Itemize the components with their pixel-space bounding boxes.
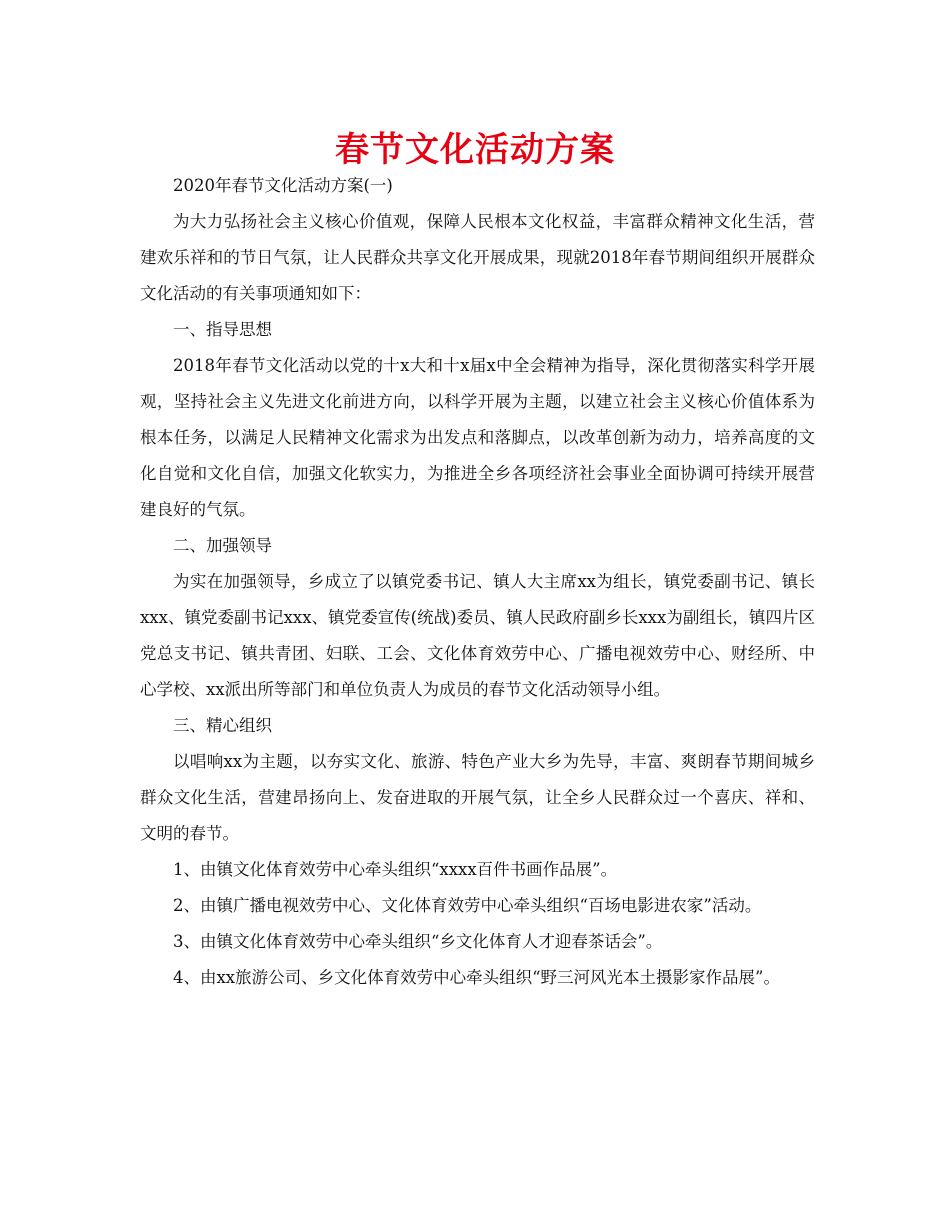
paragraph-organization: 以唱响xx为主题，以夯实文化、旅游、特色产业大乡为先导，丰富、爽朗春节期间城乡群众文化生活，营建昂扬向上、发奋进取的开展气氛，让全乡人民群众过一个喜庆、祥和、文明的春节。: [140, 752, 815, 843]
section-heading-leadership: 二、加强领导: [173, 536, 272, 555]
list-item-2: 2、由镇广播电视效劳中心、文化体育效劳中心牵头组织“百场电影进农家”活动。: [173, 896, 762, 915]
document-body: [140, 168, 815, 996]
list-item-1: 1、由镇文化体育效劳中心牵头组织“xxxx百件书画作品展”。: [173, 860, 618, 879]
list-item-4: 4、由xx旅游公司、乡文化体育效劳中心牵头组织“野三河风光本土摄影家作品展”。: [173, 968, 780, 987]
section-heading-guiding-thought: 一、指导思想: [173, 320, 272, 339]
section-heading-organization: 三、精心组织: [173, 716, 272, 735]
list-item-3: 3、由镇文化体育效劳中心牵头组织“乡文化体育人才迎春茶话会”。: [173, 932, 663, 951]
document-title: 春节文化活动方案: [335, 130, 615, 170]
paragraph-leadership: 为实在加强领导，乡成立了以镇党委书记、镇人大主席xx为组长，镇党委副书记、镇长xxx、镇党委副书记xxx、镇党委宣传(统战)委员、镇人民政府副乡长xxx为副组长，镇四片区党总支书记、镇共青团、妇联、工会、文化体育效劳中心、广播电视效劳中心、财经所、中心学校、xx派出所等部门和单位负责人为成员的春节文化活动领导小组。: [140, 572, 815, 699]
paragraph-subtitle: 2020年春节文化活动方案(一): [173, 176, 393, 195]
paragraph-guiding-thought: 2018年春节文化活动以党的十x大和十x届x中全会精神为指导，深化贯彻落实科学开展观，坚持社会主义先进文化前进方向，以科学开展为主题，以建立社会主义核心价值体系为根本任务，以满足人民精神文化需求为出发点和落脚点，以改革创新为动力，培养高度的文化自觉和文化自信，加强文化软实力，为推进全乡各项经济社会事业全面协调可持续开展营建良好的气氛。: [140, 356, 815, 519]
paragraph-intro: 为大力弘扬社会主义核心价值观，保障人民根本文化权益，丰富群众精神文化生活，营建欢乐祥和的节日气氛，让人民群众共享文化开展成果，现就2018年春节期间组织开展群众文化活动的有关事项通知如下：: [140, 212, 815, 303]
